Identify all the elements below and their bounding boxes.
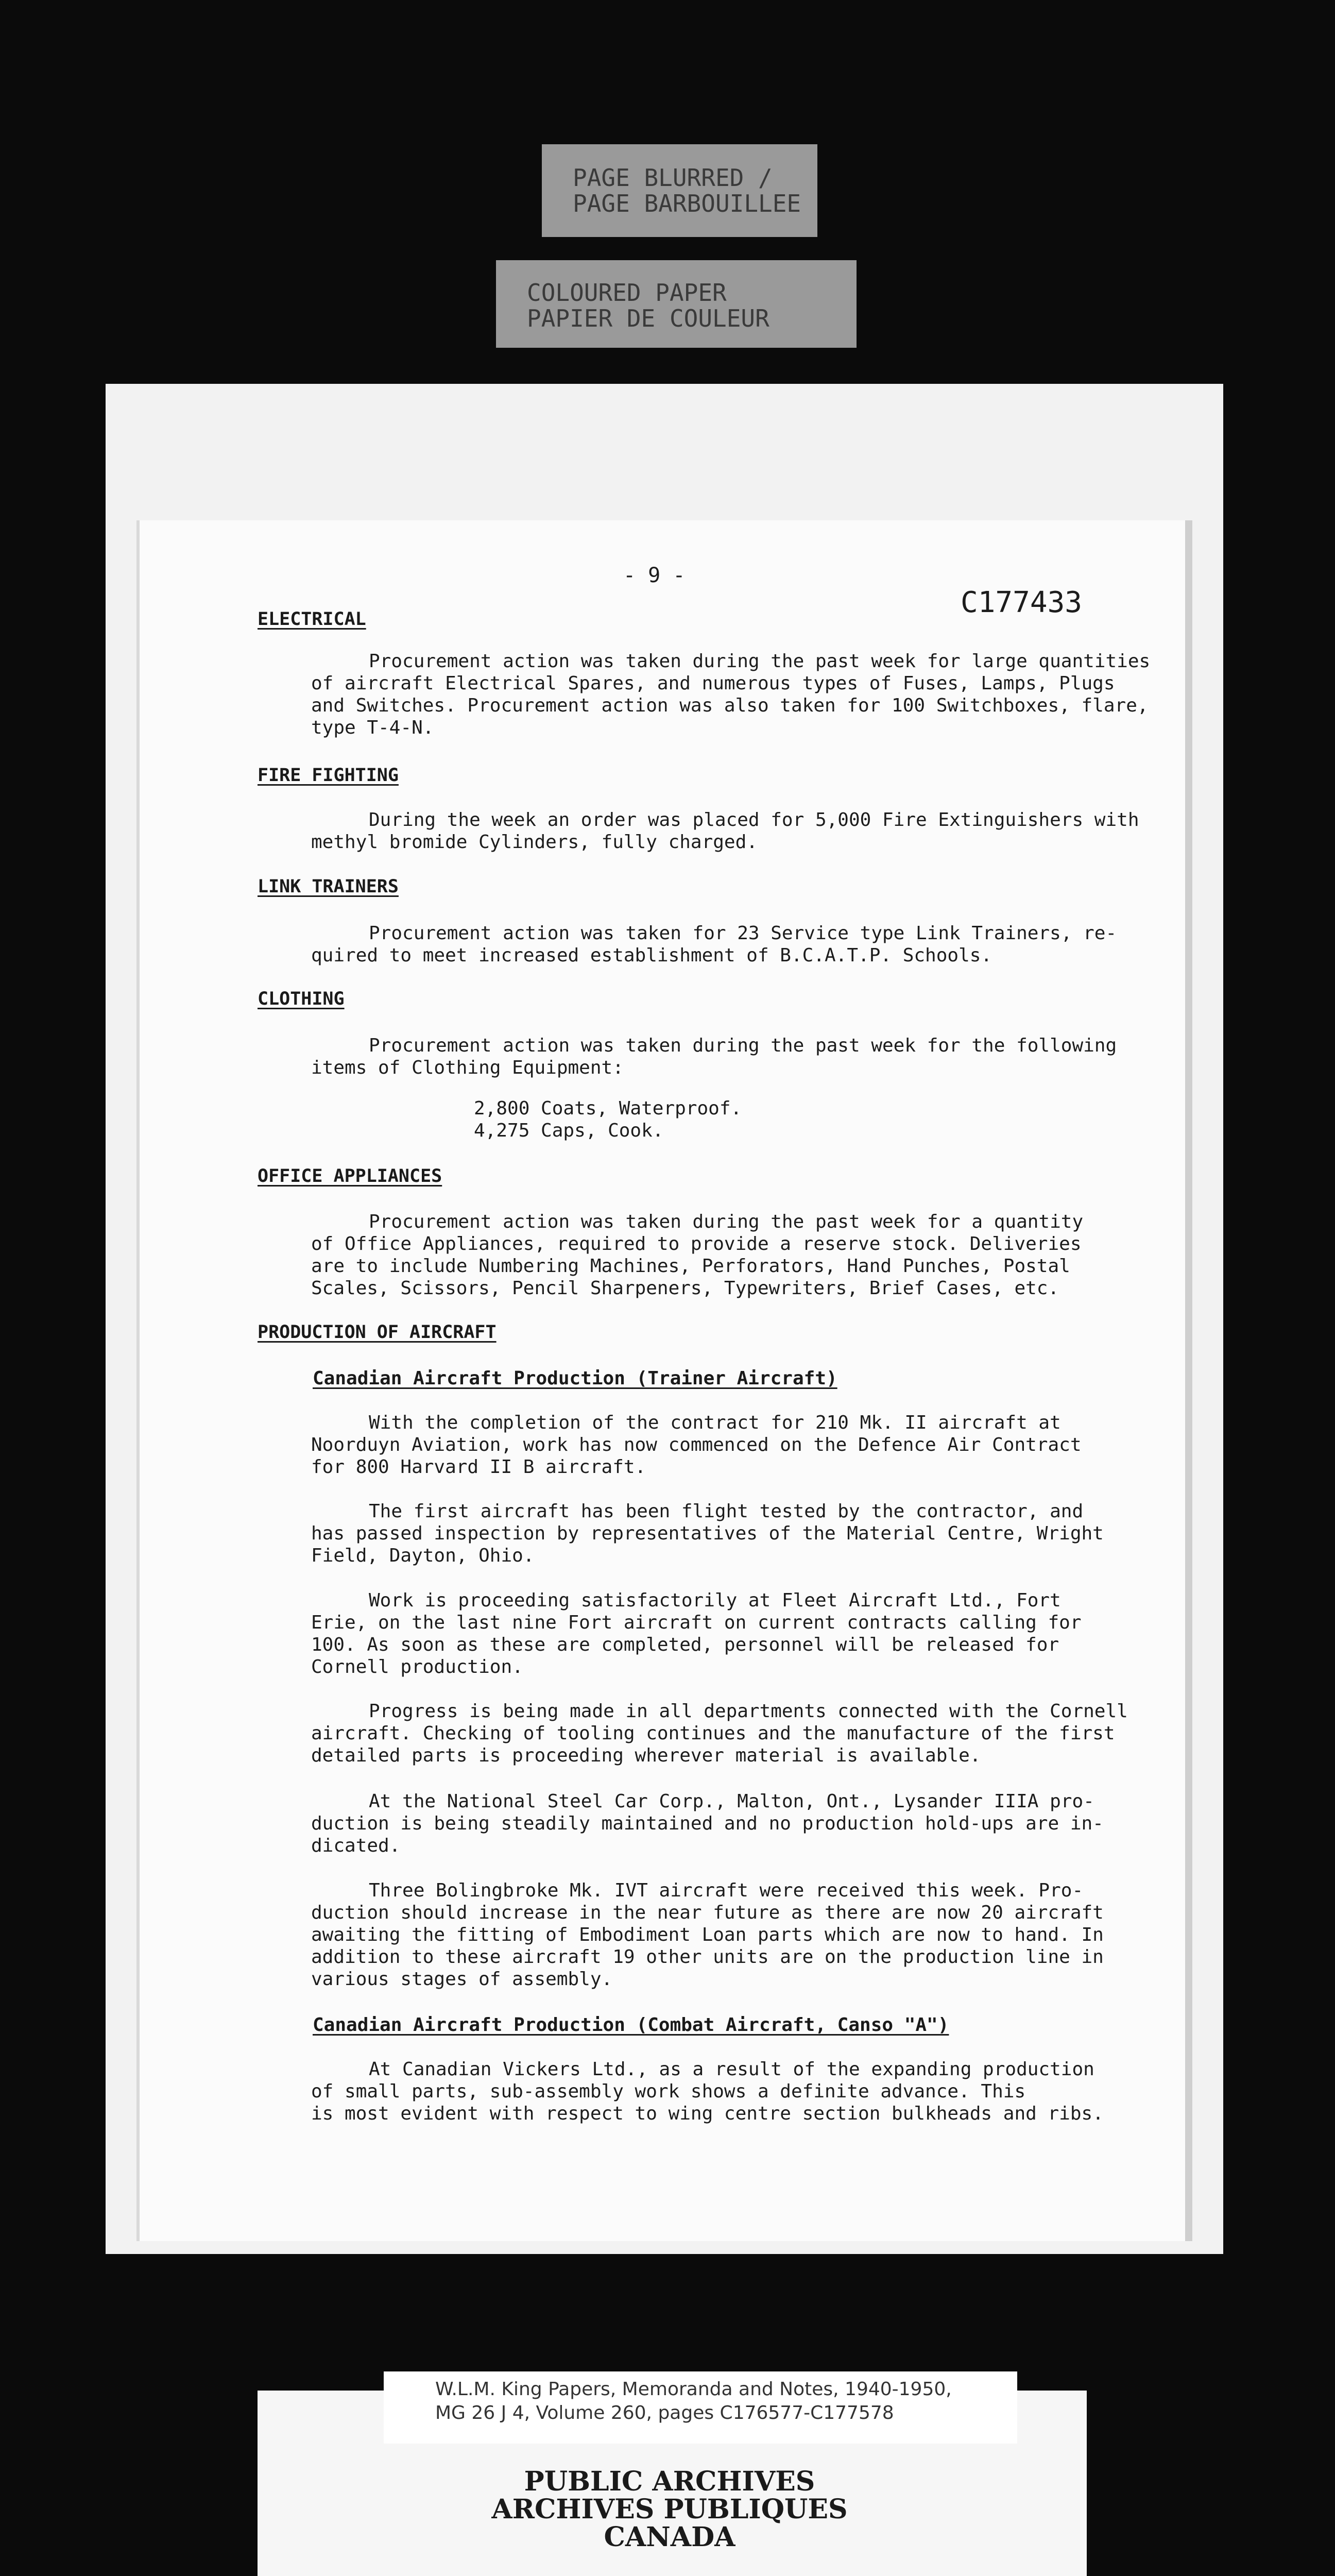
public-archives-stamp: [427, 2468, 912, 2551]
section-heading-clothing: CLOTHING: [258, 989, 345, 1009]
clothing-items-list: [474, 1097, 742, 1142]
text-line: Erie, on the last nine Fort aircraft on current contracts calling for: [311, 1612, 1082, 1633]
citation-line: MG 26 J 4, Volume 260, pages C176577-C177578: [435, 2402, 894, 2424]
text-line: Field, Dayton, Ohio.: [311, 1545, 535, 1566]
page-blurred-stamp: [542, 144, 817, 237]
text-line: At the National Steel Car Corp., Malton, Ont., Lysander IIIA pro-: [369, 1791, 1094, 1812]
text-line: of small parts, sub-assembly work shows a definite advance. This: [311, 2081, 1026, 2102]
text-line: Procurement action was taken during the past week for the following: [369, 1035, 1117, 1056]
text-line: duction is being steadily maintained and no production hold-ups are in-: [311, 1813, 1104, 1834]
text-line: of Office Appliances, required to provide a reserve stock. Deliveries: [311, 1233, 1082, 1255]
section-heading-electrical: ELECTRICAL: [258, 609, 366, 630]
text-line: of aircraft Electrical Spares, and numerous types of Fuses, Lamps, Plugs: [311, 673, 1115, 694]
paragraph-fire-fighting: [311, 809, 1139, 853]
section-heading-office-appliances: OFFICE APPLIANCES: [258, 1166, 442, 1187]
text-line: awaiting the fitting of Embodiment Loan parts which are now to hand. In: [311, 1924, 1104, 1945]
text-line: has passed inspection by representatives of the Material Centre, Wright: [311, 1523, 1104, 1544]
text-line: Three Bolingbroke Mk. IVT aircraft were received this week. Pro-: [369, 1880, 1084, 1901]
citation-label: [384, 2371, 1017, 2444]
subheading-trainer-aircraft: Canadian Aircraft Production (Trainer Aircraft): [313, 1368, 837, 1389]
stamp-line: COLOURED PAPER: [527, 279, 727, 307]
page-number: - 9 -: [623, 564, 686, 587]
subheading-combat-aircraft: Canadian Aircraft Production (Combat Aircraft, Canso "A"): [313, 2014, 949, 2036]
text-line: for 800 Harvard II B aircraft.: [311, 1456, 646, 1478]
text-line: various stages of assembly.: [311, 1969, 613, 1990]
text-line: and Switches. Procurement action was also taken for 100 Switchboxes, flare,: [311, 695, 1149, 716]
paragraph-office-appliances: [311, 1211, 1083, 1299]
section-heading-link-trainers: LINK TRAINERS: [258, 876, 399, 897]
paragraph-canadian-vickers: [311, 2058, 1104, 2125]
text-line: methyl bromide Cylinders, fully charged.: [311, 832, 758, 853]
paragraph-noorduyn: [311, 1412, 1082, 1478]
paragraph-fleet-aircraft: [311, 1589, 1082, 1678]
text-line: aircraft. Checking of tooling continues and the manufacture of the first: [311, 1723, 1115, 1744]
text-line: During the week an order was placed for 5,000 Fire Extinguishers with: [369, 809, 1139, 831]
stamp-line: PAGE BARBOUILLEE: [573, 190, 801, 217]
text-line: Work is proceeding satisfactorily at Fleet Aircraft Ltd., Fort: [369, 1590, 1061, 1611]
text-line: duction should increase in the near future as there are now 20 aircraft: [311, 1902, 1104, 1923]
text-line: The first aircraft has been flight tested by the contractor, and: [369, 1501, 1084, 1522]
text-line: Cornell production.: [311, 1656, 523, 1677]
text-line: detailed parts is proceeding wherever material is available.: [311, 1745, 981, 1766]
text-line: Noorduyn Aviation, work has now commenced on the Defence Air Contract: [311, 1434, 1082, 1455]
paragraph-link-trainers: [311, 922, 1117, 967]
paragraph-cornell: [311, 1700, 1128, 1767]
paragraph-national-steel: [311, 1790, 1104, 1857]
text-line: are to include Numbering Machines, Perforators, Hand Punches, Postal: [311, 1256, 1070, 1277]
text-line: 100. As soon as these are completed, personnel will be released for: [311, 1634, 1059, 1655]
document-number: C177433: [961, 586, 1083, 619]
section-heading-production: PRODUCTION OF AIRCRAFT: [258, 1322, 497, 1343]
citation-line: W.L.M. King Papers, Memoranda and Notes, 1940-1950,: [435, 2379, 952, 2400]
text-line: Procurement action was taken for 23 Service type Link Trainers, re-: [369, 923, 1117, 944]
text-line: With the completion of the contract for 210 Mk. II aircraft at: [369, 1412, 1061, 1433]
text-line: addition to these aircraft 19 other units are on the production line in: [311, 1946, 1104, 1968]
text-line: At Canadian Vickers Ltd., as a result of the expanding production: [369, 2059, 1094, 2080]
stamp-line: ARCHIVES PUBLIQUES: [491, 2494, 848, 2525]
paragraph-clothing: [311, 1035, 1117, 1079]
paragraph-bolingbroke: [311, 1879, 1104, 1990]
text-line: type T-4-N.: [311, 717, 434, 738]
stamp-line: PAGE BLURRED /: [573, 164, 773, 192]
stamp-line: PAPIER DE COULEUR: [527, 304, 769, 332]
section-heading-fire-fighting: FIRE FIGHTING: [258, 765, 399, 786]
paragraph-flight-test: [311, 1500, 1104, 1567]
text-line: quired to meet increased establishment of B.C.A.T.P. Schools.: [311, 945, 992, 966]
coloured-paper-stamp: [496, 260, 857, 348]
text-line: Procurement action was taken during the past week for large quantities: [369, 651, 1151, 672]
text-line: Scales, Scissors, Pencil Sharpeners, Typewriters, Brief Cases, etc.: [311, 1278, 1059, 1299]
text-line: dicated.: [311, 1835, 401, 1856]
text-line: items of Clothing Equipment:: [311, 1057, 624, 1078]
paragraph-electrical: [311, 650, 1150, 739]
list-item: 2,800 Coats, Waterproof.: [474, 1098, 742, 1119]
text-line: Progress is being made in all departments connected with the Cornell: [369, 1701, 1128, 1722]
text-line: Procurement action was taken during the past week for a quantity: [369, 1211, 1084, 1232]
stamp-line: PUBLIC ARCHIVES: [524, 2466, 815, 2497]
text-line: is most evident with respect to wing centre section bulkheads and ribs.: [311, 2103, 1104, 2124]
stamp-line: CANADA: [604, 2521, 735, 2553]
list-item: 4,275 Caps, Cook.: [474, 1120, 664, 1141]
